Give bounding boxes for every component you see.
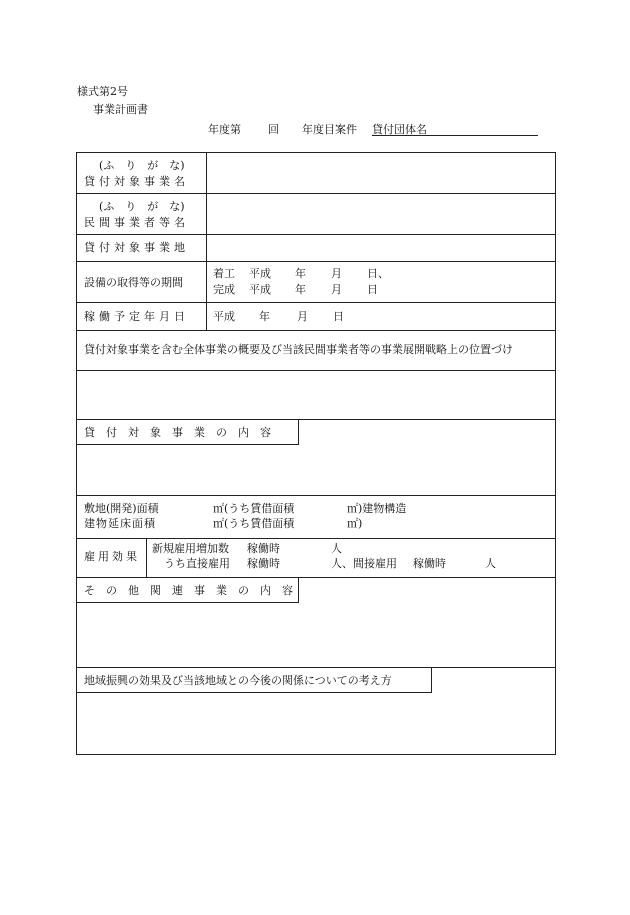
row-divider — [77, 538, 555, 539]
year-label: 年度第 — [208, 123, 241, 136]
furigana-label-1: (ふ り が な) — [99, 159, 185, 172]
floor-area-unit-2: ㎡) — [347, 517, 363, 530]
row-divider — [77, 234, 555, 235]
furigana-label-2: (ふ り が な) — [99, 200, 185, 213]
site-area-label: 敷地(開発)面積 — [84, 502, 159, 515]
site-area-unit: ㎡(うち賃借面積 — [213, 502, 295, 515]
floor-area-label: 建物延床面積 — [84, 517, 156, 530]
start-era: 平成 — [249, 267, 271, 280]
floor-area-unit: ㎡(うち賃借面積 — [213, 517, 295, 530]
document-title: 事業計画書 — [93, 103, 148, 116]
project-name-label: 貸付対象事業名 — [84, 175, 189, 188]
operating-label-3: 稼働時 — [413, 557, 446, 570]
site-area-unit-2: ㎡)建物構造 — [347, 502, 407, 515]
new-hire-label: 新規雇用増加数 — [152, 542, 229, 555]
other-heading: そ の 他 関 連 事 業 の 内 容 — [84, 584, 293, 597]
employment-label: 雇用効果 — [84, 550, 140, 563]
start-day: 日、 — [367, 267, 389, 280]
direct-hire-label: うち直接雇用 — [164, 557, 230, 570]
form-number: 様式第2号 — [77, 85, 128, 98]
finish-year: 年 — [295, 283, 306, 296]
project-location-label: 貸付対象事業地 — [84, 241, 189, 254]
row-divider — [77, 370, 555, 371]
finish-month: 月 — [331, 283, 342, 296]
acquisition-period-label: 設備の取得等の期間 — [84, 276, 183, 289]
employment-divider — [146, 538, 147, 577]
finish-day: 日 — [367, 283, 378, 296]
finish-label: 完成 — [213, 283, 235, 296]
operation-date-label: 稼働予定年月日 — [84, 310, 189, 323]
overview-heading: 貸付対象事業を含む全体事業の概要及び当該民間事業者等の事業展開戦略上の位置づけ — [84, 343, 513, 356]
start-month: 月 — [331, 267, 342, 280]
group-name-underline — [372, 135, 538, 136]
operation-month: 月 — [297, 310, 308, 323]
row-divider — [77, 302, 555, 303]
start-year: 年 — [295, 267, 306, 280]
row-divider — [77, 261, 555, 262]
group-name-label: 貸付団体名 — [372, 123, 427, 136]
indirect-hire-label: 人、間接雇用 — [331, 557, 397, 570]
row-divider — [77, 330, 555, 331]
row-divider — [77, 193, 555, 194]
operation-year: 年 — [259, 310, 270, 323]
label-column-divider — [206, 153, 207, 330]
start-label: 着工 — [213, 267, 235, 280]
year-case-label: 年度目案件 — [302, 123, 357, 136]
operation-era: 平成 — [213, 310, 235, 323]
finish-era: 平成 — [249, 283, 271, 296]
operator-name-label: 民間事業者等名 — [84, 216, 189, 229]
operation-day: 日 — [333, 310, 344, 323]
content-heading: 貸 付 対 象 事 業 の 内 容 — [84, 426, 271, 439]
operating-label-1: 稼働時 — [247, 542, 280, 555]
round-label: 回 — [268, 123, 279, 136]
operating-label-2: 稼働時 — [247, 557, 280, 570]
person-label-3: 人 — [485, 557, 496, 570]
row-divider — [77, 495, 555, 496]
person-label-1: 人 — [331, 542, 342, 555]
plan-form-table — [76, 152, 556, 755]
regional-heading: 地域振興の効果及び当該地域との今後の関係についての考え方 — [84, 674, 392, 687]
